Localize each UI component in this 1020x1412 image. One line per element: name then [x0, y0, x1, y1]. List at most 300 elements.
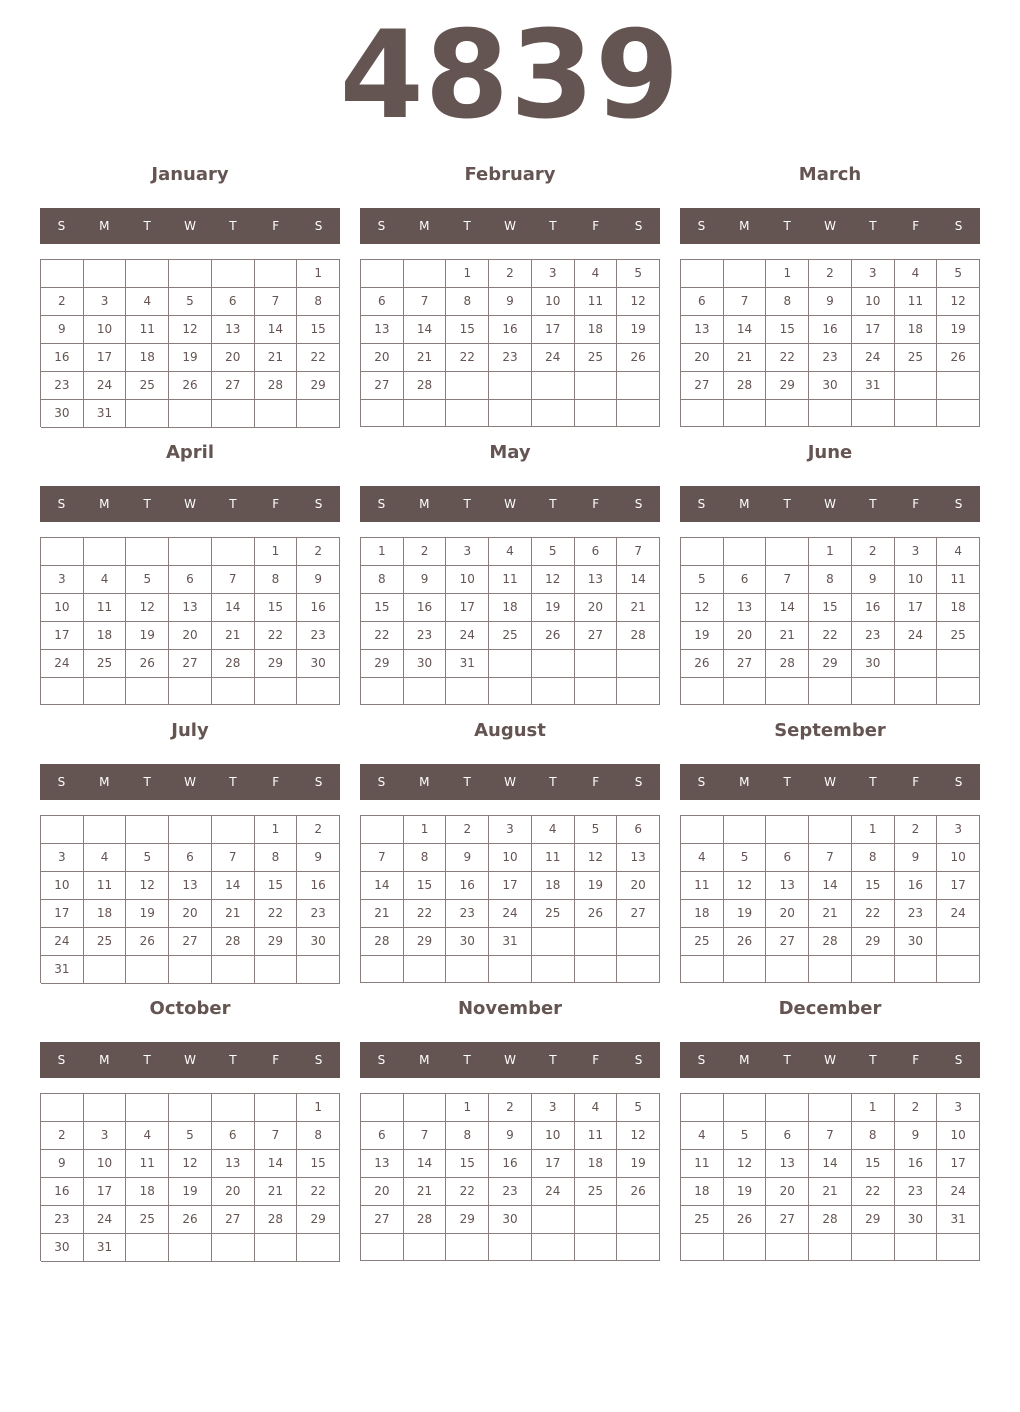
day-cell[interactable]: 30 — [446, 928, 489, 956]
day-cell[interactable]: 26 — [575, 900, 618, 928]
day-cell[interactable]: 14 — [809, 1150, 852, 1178]
day-cell[interactable]: 8 — [446, 288, 489, 316]
day-cell[interactable]: 29 — [297, 1206, 340, 1234]
day-cell[interactable]: 15 — [809, 594, 852, 622]
day-cell[interactable]: 9 — [489, 1122, 532, 1150]
day-cell[interactable]: 25 — [937, 622, 980, 650]
day-cell[interactable]: 11 — [681, 872, 724, 900]
day-cell[interactable]: 30 — [41, 400, 84, 428]
day-cell[interactable]: 8 — [852, 1122, 895, 1150]
day-cell[interactable]: 13 — [169, 872, 212, 900]
day-cell[interactable]: 18 — [681, 1178, 724, 1206]
day-cell[interactable]: 16 — [895, 872, 938, 900]
day-cell[interactable]: 21 — [255, 344, 298, 372]
day-cell[interactable]: 18 — [681, 900, 724, 928]
day-cell[interactable]: 21 — [212, 900, 255, 928]
day-cell[interactable]: 1 — [255, 816, 298, 844]
day-cell[interactable]: 21 — [766, 622, 809, 650]
day-cell[interactable]: 30 — [895, 1206, 938, 1234]
day-cell[interactable]: 31 — [852, 372, 895, 400]
day-cell[interactable]: 26 — [126, 650, 169, 678]
day-cell[interactable]: 8 — [361, 566, 404, 594]
day-cell[interactable]: 3 — [446, 538, 489, 566]
day-cell[interactable]: 18 — [489, 594, 532, 622]
day-cell[interactable]: 30 — [404, 650, 447, 678]
day-cell[interactable]: 5 — [724, 1122, 767, 1150]
day-cell[interactable]: 4 — [895, 260, 938, 288]
day-cell[interactable]: 3 — [852, 260, 895, 288]
day-cell[interactable]: 5 — [575, 816, 618, 844]
day-cell[interactable]: 19 — [126, 622, 169, 650]
day-cell[interactable]: 14 — [361, 872, 404, 900]
day-cell[interactable]: 28 — [404, 1206, 447, 1234]
day-cell[interactable]: 25 — [126, 1206, 169, 1234]
day-cell[interactable]: 1 — [446, 260, 489, 288]
day-cell[interactable]: 30 — [852, 650, 895, 678]
day-cell[interactable]: 11 — [84, 872, 127, 900]
day-cell[interactable]: 3 — [895, 538, 938, 566]
day-cell[interactable]: 15 — [361, 594, 404, 622]
day-cell[interactable]: 18 — [575, 1150, 618, 1178]
day-cell[interactable]: 7 — [809, 844, 852, 872]
day-cell[interactable]: 20 — [766, 900, 809, 928]
day-cell[interactable]: 25 — [84, 650, 127, 678]
day-cell[interactable]: 11 — [895, 288, 938, 316]
day-cell[interactable]: 4 — [937, 538, 980, 566]
day-cell[interactable]: 17 — [895, 594, 938, 622]
day-cell[interactable]: 14 — [255, 316, 298, 344]
day-cell[interactable]: 12 — [169, 1150, 212, 1178]
day-cell[interactable]: 13 — [575, 566, 618, 594]
day-cell[interactable]: 26 — [617, 344, 660, 372]
day-cell[interactable]: 17 — [532, 316, 575, 344]
day-cell[interactable]: 19 — [532, 594, 575, 622]
day-cell[interactable]: 8 — [297, 288, 340, 316]
day-cell[interactable]: 18 — [84, 622, 127, 650]
day-cell[interactable]: 15 — [255, 872, 298, 900]
day-cell[interactable]: 10 — [532, 1122, 575, 1150]
day-cell[interactable]: 25 — [84, 928, 127, 956]
day-cell[interactable]: 4 — [575, 260, 618, 288]
day-cell[interactable]: 24 — [41, 650, 84, 678]
day-cell[interactable]: 22 — [446, 1178, 489, 1206]
day-cell[interactable]: 12 — [681, 594, 724, 622]
day-cell[interactable]: 6 — [361, 1122, 404, 1150]
day-cell[interactable]: 20 — [724, 622, 767, 650]
day-cell[interactable]: 2 — [41, 1122, 84, 1150]
day-cell[interactable]: 25 — [532, 900, 575, 928]
day-cell[interactable]: 6 — [724, 566, 767, 594]
day-cell[interactable]: 13 — [361, 316, 404, 344]
day-cell[interactable]: 28 — [809, 1206, 852, 1234]
day-cell[interactable]: 17 — [852, 316, 895, 344]
day-cell[interactable]: 22 — [361, 622, 404, 650]
day-cell[interactable]: 16 — [297, 594, 340, 622]
day-cell[interactable]: 19 — [937, 316, 980, 344]
day-cell[interactable]: 19 — [169, 344, 212, 372]
day-cell[interactable]: 17 — [446, 594, 489, 622]
day-cell[interactable]: 4 — [84, 566, 127, 594]
day-cell[interactable]: 20 — [212, 344, 255, 372]
day-cell[interactable]: 14 — [212, 872, 255, 900]
day-cell[interactable]: 23 — [809, 344, 852, 372]
day-cell[interactable]: 10 — [895, 566, 938, 594]
day-cell[interactable]: 12 — [937, 288, 980, 316]
day-cell[interactable]: 2 — [895, 1094, 938, 1122]
day-cell[interactable]: 7 — [212, 566, 255, 594]
day-cell[interactable]: 18 — [126, 1178, 169, 1206]
day-cell[interactable]: 29 — [255, 650, 298, 678]
day-cell[interactable]: 1 — [297, 260, 340, 288]
day-cell[interactable]: 12 — [126, 872, 169, 900]
day-cell[interactable]: 12 — [126, 594, 169, 622]
day-cell[interactable]: 12 — [532, 566, 575, 594]
day-cell[interactable]: 31 — [84, 1234, 127, 1262]
day-cell[interactable]: 15 — [446, 1150, 489, 1178]
day-cell[interactable]: 17 — [84, 344, 127, 372]
day-cell[interactable]: 14 — [766, 594, 809, 622]
day-cell[interactable]: 22 — [297, 1178, 340, 1206]
day-cell[interactable]: 20 — [617, 872, 660, 900]
day-cell[interactable]: 16 — [446, 872, 489, 900]
day-cell[interactable]: 18 — [126, 344, 169, 372]
day-cell[interactable]: 29 — [809, 650, 852, 678]
day-cell[interactable]: 27 — [169, 928, 212, 956]
day-cell[interactable]: 24 — [84, 1206, 127, 1234]
day-cell[interactable]: 27 — [212, 372, 255, 400]
day-cell[interactable]: 8 — [297, 1122, 340, 1150]
day-cell[interactable]: 1 — [852, 816, 895, 844]
day-cell[interactable]: 1 — [361, 538, 404, 566]
day-cell[interactable]: 5 — [169, 1122, 212, 1150]
day-cell[interactable]: 22 — [255, 622, 298, 650]
day-cell[interactable]: 5 — [681, 566, 724, 594]
day-cell[interactable]: 6 — [361, 288, 404, 316]
day-cell[interactable]: 19 — [126, 900, 169, 928]
day-cell[interactable]: 22 — [404, 900, 447, 928]
day-cell[interactable]: 29 — [852, 928, 895, 956]
day-cell[interactable]: 30 — [895, 928, 938, 956]
day-cell[interactable]: 28 — [809, 928, 852, 956]
day-cell[interactable]: 16 — [297, 872, 340, 900]
day-cell[interactable]: 5 — [126, 844, 169, 872]
day-cell[interactable]: 17 — [41, 900, 84, 928]
day-cell[interactable]: 20 — [681, 344, 724, 372]
day-cell[interactable]: 5 — [617, 1094, 660, 1122]
day-cell[interactable]: 26 — [169, 1206, 212, 1234]
day-cell[interactable]: 5 — [617, 260, 660, 288]
day-cell[interactable]: 29 — [446, 1206, 489, 1234]
day-cell[interactable]: 22 — [766, 344, 809, 372]
day-cell[interactable]: 5 — [724, 844, 767, 872]
day-cell[interactable]: 24 — [446, 622, 489, 650]
day-cell[interactable]: 13 — [617, 844, 660, 872]
day-cell[interactable]: 8 — [809, 566, 852, 594]
day-cell[interactable]: 8 — [766, 288, 809, 316]
day-cell[interactable]: 17 — [937, 872, 980, 900]
day-cell[interactable]: 15 — [297, 1150, 340, 1178]
day-cell[interactable]: 26 — [937, 344, 980, 372]
day-cell[interactable]: 23 — [489, 1178, 532, 1206]
day-cell[interactable]: 22 — [809, 622, 852, 650]
day-cell[interactable]: 8 — [446, 1122, 489, 1150]
day-cell[interactable]: 10 — [937, 844, 980, 872]
day-cell[interactable]: 4 — [681, 844, 724, 872]
day-cell[interactable]: 21 — [617, 594, 660, 622]
day-cell[interactable]: 23 — [446, 900, 489, 928]
day-cell[interactable]: 11 — [126, 1150, 169, 1178]
day-cell[interactable]: 26 — [532, 622, 575, 650]
day-cell[interactable]: 10 — [489, 844, 532, 872]
day-cell[interactable]: 27 — [766, 928, 809, 956]
day-cell[interactable]: 9 — [41, 316, 84, 344]
day-cell[interactable]: 15 — [404, 872, 447, 900]
day-cell[interactable]: 14 — [809, 872, 852, 900]
day-cell[interactable]: 20 — [169, 900, 212, 928]
day-cell[interactable]: 29 — [404, 928, 447, 956]
day-cell[interactable]: 30 — [489, 1206, 532, 1234]
day-cell[interactable]: 13 — [361, 1150, 404, 1178]
day-cell[interactable]: 6 — [169, 566, 212, 594]
day-cell[interactable]: 28 — [766, 650, 809, 678]
day-cell[interactable]: 12 — [169, 316, 212, 344]
day-cell[interactable]: 13 — [724, 594, 767, 622]
day-cell[interactable]: 22 — [852, 900, 895, 928]
day-cell[interactable]: 29 — [255, 928, 298, 956]
day-cell[interactable]: 12 — [724, 872, 767, 900]
day-cell[interactable]: 9 — [489, 288, 532, 316]
day-cell[interactable]: 24 — [84, 372, 127, 400]
day-cell[interactable]: 22 — [255, 900, 298, 928]
day-cell[interactable]: 2 — [446, 816, 489, 844]
day-cell[interactable]: 26 — [724, 928, 767, 956]
day-cell[interactable]: 30 — [809, 372, 852, 400]
day-cell[interactable]: 3 — [41, 844, 84, 872]
day-cell[interactable]: 3 — [937, 816, 980, 844]
day-cell[interactable]: 14 — [724, 316, 767, 344]
day-cell[interactable]: 19 — [724, 900, 767, 928]
day-cell[interactable]: 13 — [766, 872, 809, 900]
day-cell[interactable]: 14 — [617, 566, 660, 594]
day-cell[interactable]: 9 — [895, 844, 938, 872]
day-cell[interactable]: 3 — [84, 288, 127, 316]
day-cell[interactable]: 23 — [404, 622, 447, 650]
day-cell[interactable]: 29 — [361, 650, 404, 678]
day-cell[interactable]: 19 — [617, 1150, 660, 1178]
day-cell[interactable]: 20 — [212, 1178, 255, 1206]
day-cell[interactable]: 16 — [489, 1150, 532, 1178]
day-cell[interactable]: 14 — [255, 1150, 298, 1178]
day-cell[interactable]: 15 — [852, 1150, 895, 1178]
day-cell[interactable]: 7 — [255, 288, 298, 316]
day-cell[interactable]: 7 — [809, 1122, 852, 1150]
day-cell[interactable]: 2 — [895, 816, 938, 844]
day-cell[interactable]: 14 — [404, 316, 447, 344]
day-cell[interactable]: 18 — [532, 872, 575, 900]
day-cell[interactable]: 27 — [681, 372, 724, 400]
day-cell[interactable]: 23 — [297, 900, 340, 928]
day-cell[interactable]: 2 — [404, 538, 447, 566]
day-cell[interactable]: 28 — [724, 372, 767, 400]
day-cell[interactable]: 29 — [852, 1206, 895, 1234]
day-cell[interactable]: 3 — [41, 566, 84, 594]
day-cell[interactable]: 12 — [575, 844, 618, 872]
day-cell[interactable]: 18 — [937, 594, 980, 622]
day-cell[interactable]: 2 — [297, 816, 340, 844]
day-cell[interactable]: 6 — [766, 1122, 809, 1150]
day-cell[interactable]: 13 — [212, 316, 255, 344]
day-cell[interactable]: 1 — [404, 816, 447, 844]
day-cell[interactable]: 27 — [766, 1206, 809, 1234]
day-cell[interactable]: 23 — [895, 1178, 938, 1206]
day-cell[interactable]: 17 — [532, 1150, 575, 1178]
day-cell[interactable]: 5 — [126, 566, 169, 594]
day-cell[interactable]: 3 — [937, 1094, 980, 1122]
day-cell[interactable]: 13 — [681, 316, 724, 344]
day-cell[interactable]: 11 — [84, 594, 127, 622]
day-cell[interactable]: 26 — [126, 928, 169, 956]
day-cell[interactable]: 14 — [404, 1150, 447, 1178]
day-cell[interactable]: 5 — [937, 260, 980, 288]
day-cell[interactable]: 10 — [937, 1122, 980, 1150]
day-cell[interactable]: 26 — [617, 1178, 660, 1206]
day-cell[interactable]: 24 — [895, 622, 938, 650]
day-cell[interactable]: 24 — [852, 344, 895, 372]
day-cell[interactable]: 4 — [126, 1122, 169, 1150]
day-cell[interactable]: 17 — [489, 872, 532, 900]
day-cell[interactable]: 15 — [297, 316, 340, 344]
day-cell[interactable]: 19 — [681, 622, 724, 650]
day-cell[interactable]: 7 — [724, 288, 767, 316]
day-cell[interactable]: 31 — [446, 650, 489, 678]
day-cell[interactable]: 7 — [361, 844, 404, 872]
day-cell[interactable]: 4 — [489, 538, 532, 566]
day-cell[interactable]: 20 — [169, 622, 212, 650]
day-cell[interactable]: 25 — [575, 1178, 618, 1206]
day-cell[interactable]: 11 — [126, 316, 169, 344]
day-cell[interactable]: 23 — [895, 900, 938, 928]
day-cell[interactable]: 1 — [446, 1094, 489, 1122]
day-cell[interactable]: 27 — [361, 372, 404, 400]
day-cell[interactable]: 25 — [895, 344, 938, 372]
day-cell[interactable]: 26 — [724, 1206, 767, 1234]
day-cell[interactable]: 26 — [681, 650, 724, 678]
day-cell[interactable]: 19 — [617, 316, 660, 344]
day-cell[interactable]: 9 — [809, 288, 852, 316]
day-cell[interactable]: 12 — [617, 288, 660, 316]
day-cell[interactable]: 10 — [41, 594, 84, 622]
day-cell[interactable]: 2 — [297, 538, 340, 566]
day-cell[interactable]: 9 — [852, 566, 895, 594]
day-cell[interactable]: 16 — [895, 1150, 938, 1178]
day-cell[interactable]: 24 — [532, 344, 575, 372]
day-cell[interactable]: 3 — [532, 260, 575, 288]
day-cell[interactable]: 1 — [255, 538, 298, 566]
day-cell[interactable]: 8 — [404, 844, 447, 872]
day-cell[interactable]: 20 — [361, 344, 404, 372]
day-cell[interactable]: 6 — [212, 1122, 255, 1150]
day-cell[interactable]: 21 — [809, 900, 852, 928]
day-cell[interactable]: 16 — [852, 594, 895, 622]
day-cell[interactable]: 8 — [255, 566, 298, 594]
day-cell[interactable]: 6 — [617, 816, 660, 844]
day-cell[interactable]: 21 — [212, 622, 255, 650]
day-cell[interactable]: 10 — [852, 288, 895, 316]
day-cell[interactable]: 25 — [575, 344, 618, 372]
day-cell[interactable]: 25 — [681, 928, 724, 956]
day-cell[interactable]: 11 — [681, 1150, 724, 1178]
day-cell[interactable]: 4 — [126, 288, 169, 316]
day-cell[interactable]: 28 — [255, 372, 298, 400]
day-cell[interactable]: 10 — [41, 872, 84, 900]
day-cell[interactable]: 28 — [212, 650, 255, 678]
day-cell[interactable]: 10 — [84, 316, 127, 344]
day-cell[interactable]: 11 — [532, 844, 575, 872]
day-cell[interactable]: 4 — [84, 844, 127, 872]
day-cell[interactable]: 21 — [255, 1178, 298, 1206]
day-cell[interactable]: 9 — [446, 844, 489, 872]
day-cell[interactable]: 6 — [575, 538, 618, 566]
day-cell[interactable]: 30 — [297, 928, 340, 956]
day-cell[interactable]: 1 — [766, 260, 809, 288]
day-cell[interactable]: 15 — [766, 316, 809, 344]
day-cell[interactable]: 27 — [361, 1206, 404, 1234]
day-cell[interactable]: 13 — [169, 594, 212, 622]
day-cell[interactable]: 16 — [489, 316, 532, 344]
day-cell[interactable]: 4 — [532, 816, 575, 844]
day-cell[interactable]: 22 — [446, 344, 489, 372]
day-cell[interactable]: 21 — [361, 900, 404, 928]
day-cell[interactable]: 28 — [255, 1206, 298, 1234]
day-cell[interactable]: 31 — [937, 1206, 980, 1234]
day-cell[interactable]: 28 — [617, 622, 660, 650]
day-cell[interactable]: 11 — [575, 1122, 618, 1150]
day-cell[interactable]: 13 — [766, 1150, 809, 1178]
day-cell[interactable]: 20 — [575, 594, 618, 622]
day-cell[interactable]: 13 — [212, 1150, 255, 1178]
day-cell[interactable]: 8 — [255, 844, 298, 872]
day-cell[interactable]: 29 — [766, 372, 809, 400]
day-cell[interactable]: 5 — [532, 538, 575, 566]
day-cell[interactable]: 31 — [41, 956, 84, 984]
day-cell[interactable]: 11 — [489, 566, 532, 594]
day-cell[interactable]: 2 — [489, 1094, 532, 1122]
day-cell[interactable]: 24 — [532, 1178, 575, 1206]
day-cell[interactable]: 24 — [937, 900, 980, 928]
day-cell[interactable]: 9 — [404, 566, 447, 594]
day-cell[interactable]: 18 — [575, 316, 618, 344]
day-cell[interactable]: 9 — [41, 1150, 84, 1178]
day-cell[interactable]: 7 — [404, 1122, 447, 1150]
day-cell[interactable]: 4 — [575, 1094, 618, 1122]
day-cell[interactable]: 28 — [212, 928, 255, 956]
day-cell[interactable]: 10 — [532, 288, 575, 316]
day-cell[interactable]: 17 — [84, 1178, 127, 1206]
day-cell[interactable]: 3 — [489, 816, 532, 844]
day-cell[interactable]: 7 — [766, 566, 809, 594]
day-cell[interactable]: 29 — [297, 372, 340, 400]
day-cell[interactable]: 22 — [852, 1178, 895, 1206]
day-cell[interactable]: 6 — [766, 844, 809, 872]
day-cell[interactable]: 7 — [404, 288, 447, 316]
day-cell[interactable]: 2 — [809, 260, 852, 288]
day-cell[interactable]: 20 — [361, 1178, 404, 1206]
day-cell[interactable]: 3 — [84, 1122, 127, 1150]
day-cell[interactable]: 21 — [724, 344, 767, 372]
day-cell[interactable]: 4 — [681, 1122, 724, 1150]
day-cell[interactable]: 1 — [809, 538, 852, 566]
day-cell[interactable]: 21 — [809, 1178, 852, 1206]
